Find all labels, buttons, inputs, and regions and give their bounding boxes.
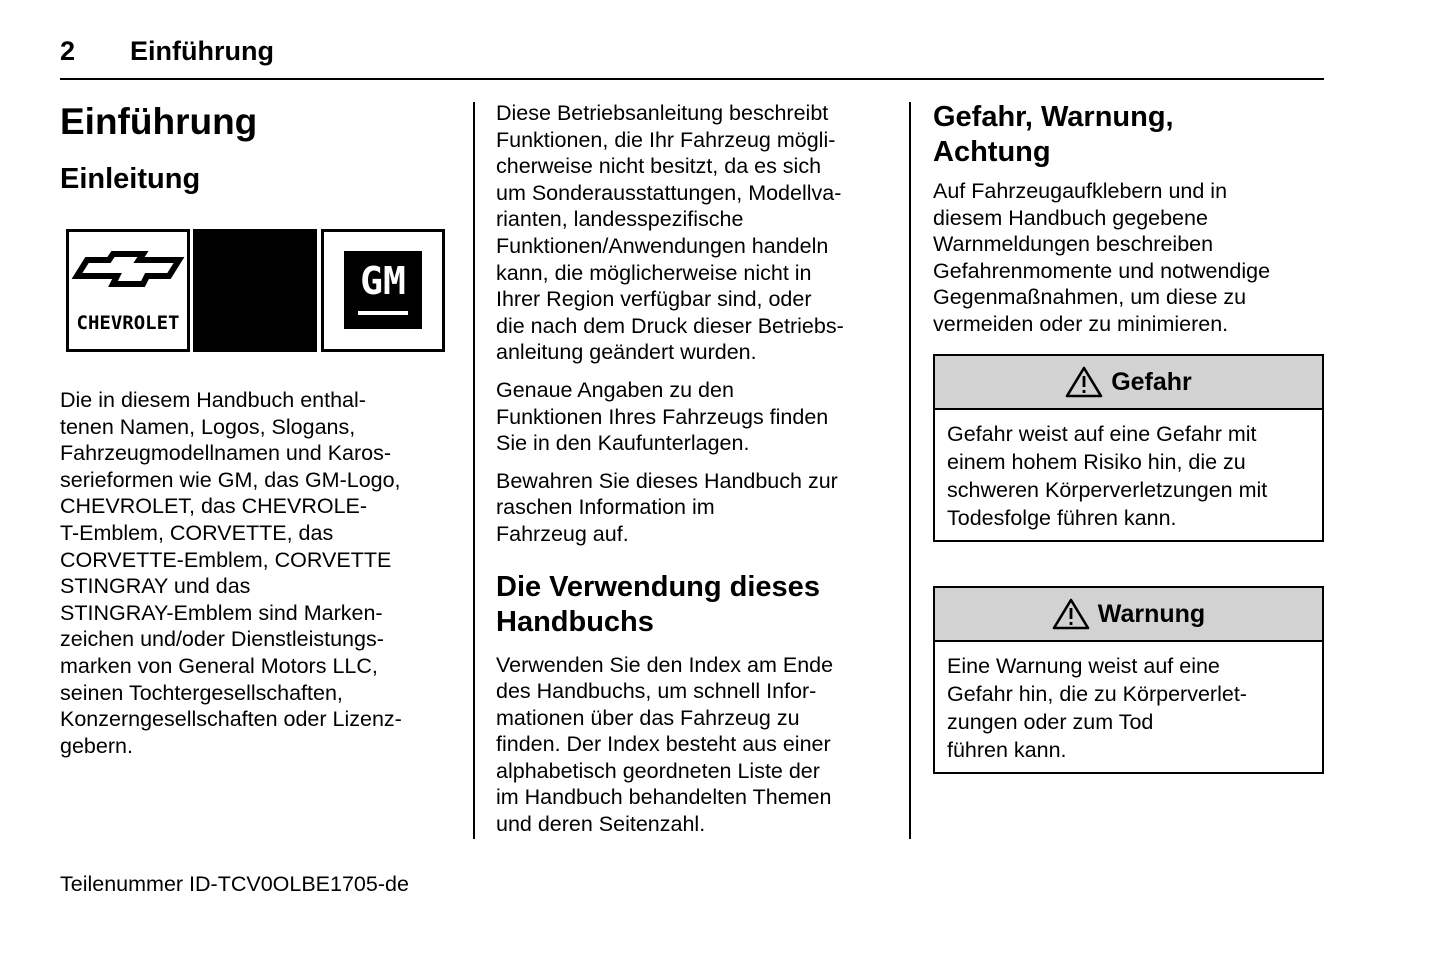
trademark-paragraph: Die in diesem Handbuch enthal- tenen Namen, Logos, Slogans, Fahrzeugmodellnamen und Karos- serieformen wie GM, das GM-Logo, CHEVROLET, das CHEVROLE- T-Emblem, CORVETTE, das CORVETTE-Emblem, CORVETTE STINGRAY und das STINGRAY-Emblem sind Marken- zeichen und/oder Dienstleistungs- marken von General Motors LLC, seinen Tochtergesellschaften, Konzerngesellschaften oder Lizenz- gebern. — [60, 388, 402, 758]
column-divider — [909, 102, 911, 839]
page-number: 2 — [60, 36, 76, 66]
warnings-intro-paragraph: Auf Fahrzeugaufklebern und in diesem Handbuch gegebene Warnmeldungen beschreiben Gefahrenmomente und notwendige Gegenmaßnahmen, um diese zu vermeiden oder zu minimieren. — [933, 179, 1271, 336]
warning-triangle-icon — [1065, 366, 1103, 398]
warning-title: Warnung — [1097, 599, 1206, 628]
gm-underline — [358, 311, 408, 315]
index-paragraph: Verwenden Sie den Index am Ende des Handbuchs, um schnell Infor- mationen über das Fahrzeug zu finden. Der Index besteht aus einer alphabetisch geordneten Liste der im Handbuch behandelten Themen und deren Seitenzahl. — [496, 652, 834, 837]
danger-text: Gefahr weist auf eine Gefahr mit einem hohem Risiko hin, die zu schweren Körperverletzungen mit Todesfolge führen kann. — [947, 422, 1268, 530]
danger-box — [933, 354, 1324, 542]
running-section-title: Einführung — [130, 36, 274, 66]
gm-square — [344, 251, 422, 329]
column-2 — [496, 100, 891, 838]
chevrolet-wordmark: CHEVROLET — [76, 312, 180, 334]
warning-box — [933, 586, 1324, 774]
danger-title: Gefahr — [1111, 367, 1192, 396]
scope-paragraph: Diese Betriebsanleitung beschreibt Funktionen, die Ihr Fahrzeug mögli- cherweise nicht besitzt, da es sich um Sonderausstattungen, Modellva- rianten, landesspezifische Funktionen/Anwendungen handeln kann, die möglicherweise nicht in Ihrer Region verfügbar sind, oder die nach dem Druck dieser Betriebs- anleitung geändert wurden. — [496, 101, 844, 365]
keep-manual-paragraph: Bewahren Sie dieses Handbuch zur raschen Information im Fahrzeug auf. — [496, 468, 838, 546]
column-3 — [933, 100, 1324, 338]
section-title: Gefahr, Warnung, Achtung — [933, 101, 1174, 168]
black-logo-panel — [193, 229, 317, 352]
brand-logos — [60, 229, 455, 353]
chapter-title: Einführung — [60, 101, 258, 142]
column-1 — [60, 100, 455, 759]
warning-triangle-icon — [1052, 598, 1090, 630]
section-title: Einleitung — [60, 163, 201, 195]
bowtie-icon — [69, 246, 187, 306]
warning-text: Eine Warnung weist auf eine Gefahr hin, die zu Körperverlet- zungen oder zum Tod führen kann. — [947, 654, 1247, 762]
gm-wordmark: GM — [360, 259, 406, 303]
gm-logo — [321, 229, 445, 352]
page-header — [60, 36, 1324, 80]
column-divider — [473, 102, 475, 839]
danger-box-header — [935, 356, 1322, 410]
purchase-docs-paragraph: Genaue Angaben zu den Funktionen Ihres Fahrzeugs finden Sie in den Kaufunterlagen. — [496, 377, 829, 456]
warning-box-header — [935, 588, 1322, 642]
part-number: Teilenummer ID-TCV0OLBE1705-de — [60, 872, 409, 896]
chevrolet-logo — [66, 229, 190, 352]
section-title: Die Verwendung dieses Handbuchs — [496, 570, 820, 638]
